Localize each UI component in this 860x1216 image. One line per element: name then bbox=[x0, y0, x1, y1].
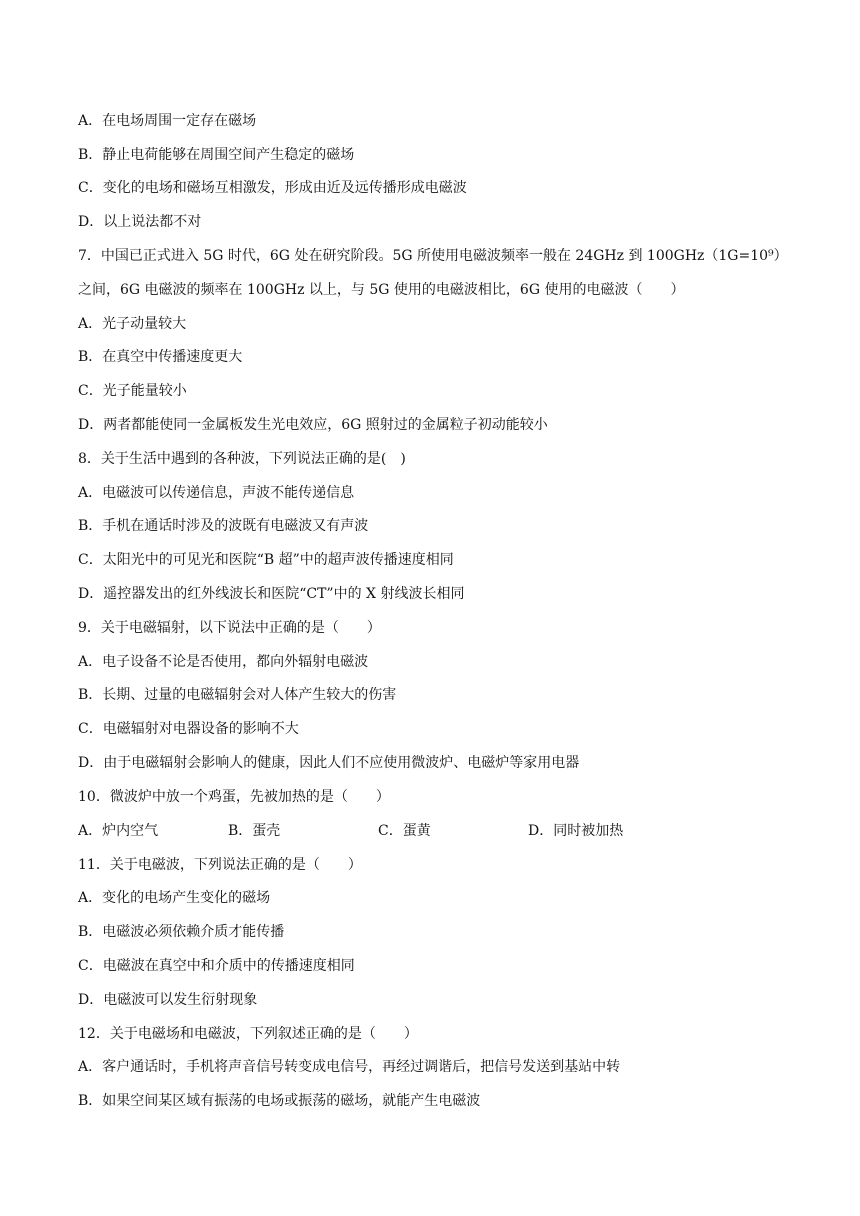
option-7c: C．光子能量较小 bbox=[78, 383, 187, 399]
option-11d: D．电磁波可以发生衍射现象 bbox=[78, 992, 258, 1008]
option-10d: D．同时被加热 bbox=[528, 823, 624, 839]
question-12: 12．关于电磁场和电磁波，下列叙述正确的是（ ） bbox=[78, 1026, 418, 1042]
option-8c: C．太阳光中的可见光和医院“B 超”中的超声波传播速度相同 bbox=[78, 552, 454, 568]
option-8d: D．遥控器发出的红外线波长和医院“CT”中的 X 射线波长相同 bbox=[78, 586, 465, 602]
option-12a: A．客户通话时，手机将声音信号转变成电信号，再经过调谐后，把信号发送到基站中转 bbox=[78, 1059, 621, 1075]
option-9a: A．电子设备不论是否使用，都向外辐射电磁波 bbox=[78, 654, 369, 670]
option-11b: B．电磁波必须依赖介质才能传播 bbox=[78, 924, 285, 940]
option-8a: A．电磁波可以传递信息，声波不能传递信息 bbox=[78, 485, 355, 501]
question-8: 8．关于生活中遇到的各种波，下列说法正确的是( ) bbox=[78, 451, 406, 467]
option-11a: A．变化的电场产生变化的磁场 bbox=[78, 890, 271, 906]
option-7b: B．在真空中传播速度更大 bbox=[78, 349, 243, 365]
question-7-line1: 7．中国已正式进入 5G 时代，6G 处在研究阶段。5G 所使用电磁波频率一般在 24GHz 到 100GHz（1G=10⁹） bbox=[78, 248, 788, 264]
question-10-options bbox=[78, 821, 778, 841]
option-11c: C．电磁波在真空中和介质中的传播速度相同 bbox=[78, 958, 355, 974]
question-10: 10．微波炉中放一个鸡蛋，先被加热的是（ ） bbox=[78, 789, 390, 805]
option-10b: B．蛋壳 bbox=[228, 823, 281, 839]
question-7-line2: 之间，6G 电磁波的频率在 100GHz 以上，与 5G 使用的电磁波相比，6G 使用的电磁波（ ） bbox=[78, 282, 685, 298]
option-6b: B．静止电荷能够在周围空间产生稳定的磁场 bbox=[78, 147, 355, 163]
option-6d: D．以上说法都不对 bbox=[78, 214, 202, 230]
option-6c: C．变化的电场和磁场互相激发，形成由近及远传播形成电磁波 bbox=[78, 180, 467, 196]
option-10c: C．蛋黄 bbox=[378, 823, 431, 839]
question-11: 11．关于电磁波，下列说法正确的是（ ） bbox=[78, 857, 362, 873]
question-9: 9．关于电磁辐射，以下说法中正确的是（ ） bbox=[78, 620, 381, 636]
option-7d: D．两者都能使同一金属板发生光电效应，6G 照射过的金属粒子初动能较小 bbox=[78, 417, 548, 433]
option-8b: B．手机在通话时涉及的波既有电磁波又有声波 bbox=[78, 518, 369, 534]
option-9d: D．由于电磁辐射会影响人的健康，因此人们不应使用微波炉、电磁炉等家用电器 bbox=[78, 755, 580, 771]
option-7a: A．光子动量较大 bbox=[78, 316, 187, 332]
option-10a: A．炉内空气 bbox=[78, 823, 159, 839]
option-12b: B．如果空间某区域有振荡的电场或振荡的磁场，就能产生电磁波 bbox=[78, 1093, 481, 1109]
option-6a: A．在电场周围一定存在磁场 bbox=[78, 113, 257, 129]
option-9b: B．长期、过量的电磁辐射会对人体产生较大的伤害 bbox=[78, 687, 397, 703]
option-9c: C．电磁辐射对电器设备的影响不大 bbox=[78, 721, 299, 737]
